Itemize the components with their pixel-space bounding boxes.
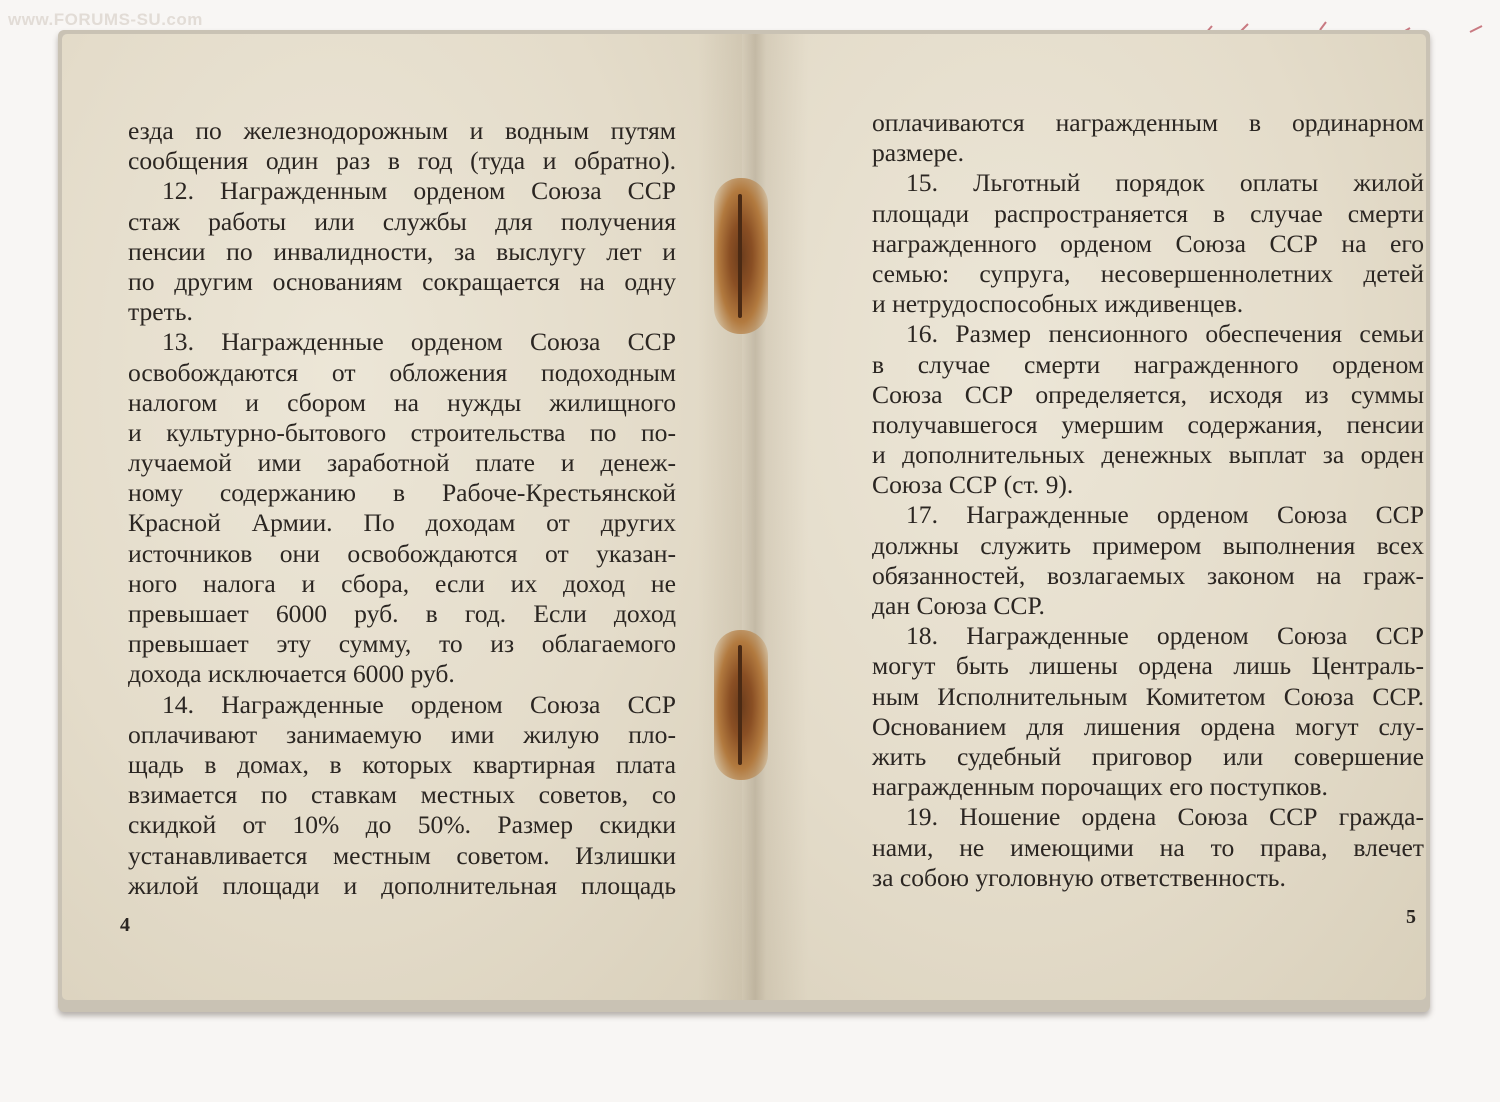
left-page [62,34,742,1000]
text-line: 18. Награжденные орденом Союза ССР [906,621,1424,651]
text-line: Союза ССР определяется, исходя из суммы [872,379,1424,409]
text-line: Союза ССР (ст. 9). [872,470,1074,500]
text-line: в случае смерти награжденного орденом [872,349,1424,379]
text-line: превышает эту сумму, то из облагаемого [128,629,676,659]
text-line: семью: супруга, несовершеннолетних детей [872,258,1424,288]
right-page-text [872,108,1424,893]
text-line: и культурно-бытового строительства по по- [128,417,676,447]
text-line: езда по железнодорожным и водным путям [128,116,676,145]
text-line: источников они освобождаются от указан- [128,538,676,568]
text-line: получавшегося умершим содержания, пенсии [872,409,1424,439]
rusty-staple-bottom [714,630,768,780]
text-line: по другим основаниям сокращается на одну [128,266,676,296]
text-line: щадь в домах, в которых квартирная плата [128,749,676,779]
text-line: жилой площади и дополнительная площадь [128,870,676,900]
text-line: лучаемой ими заработной плате и денеж- [128,448,676,478]
text-line: освобождаются от обложения подоходным [128,357,676,387]
text-line: превышает 6000 руб. в год. Если доход [128,599,676,628]
text-line: обязанностей, возлагаемых законом на граж- [872,560,1424,590]
text-line: площади распространяется в случае смерти [872,198,1424,228]
page-number-right: 5 [1406,906,1416,928]
text-line: налогом и сбором на нужды жилищного [128,387,676,417]
text-line: взимается по ставкам местных советов, со [128,780,676,810]
text-line: Основанием для лишения ордена могут слу- [872,711,1424,741]
text-line: 17. Награжденные орденом Союза ССР [906,500,1424,530]
left-page-text [128,116,676,901]
booklet [58,30,1430,1012]
text-line: стаж работы или службы для получения [128,206,676,236]
text-line: оплачивают занимаемую ими жилую пло- [128,719,676,749]
text-line: 15. Льготный порядок оплаты жилой [906,168,1424,198]
text-line: и дополнительных денежных выплат за орден [872,440,1424,470]
text-line: 12. Награжденным орденом Союза ССР [162,176,676,206]
text-line: могут быть лишены ордена лишь Централь- [872,651,1424,681]
text-line: 19. Ношение ордена Союза ССР гражда- [906,802,1424,832]
text-line: награжденного орденом Союза ССР на его [872,228,1424,258]
watermark: www.FORUMS-SU.com [8,10,203,29]
text-line: ным Исполнительным Комитетом Союза ССР. [872,681,1424,711]
rusty-staple-top [714,178,768,334]
text-line: и нетрудоспособных иждивенцев. [872,289,1244,319]
text-line: за собою уголовную ответственность. [872,862,1286,892]
text-line: 14. Награжденные орденом Союза ССР [162,689,676,719]
text-line: дохода исключается 6000 руб. [128,659,455,689]
text-line: 16. Размер пенсионного обеспечения семьи [906,319,1424,349]
staple-wire [738,645,742,765]
text-line: скидкой от 10% до 50%. Размер скидки [128,810,676,840]
text-line: награжденным порочащих его поступков. [872,772,1328,802]
text-line: нами, не имеющими на то права, влечет [872,832,1424,862]
text-line: устанавливается местным советом. Излишки [128,840,676,870]
text-line: размере. [872,138,965,168]
text-line: 13. Награжденные орденом Союза ССР [162,327,676,357]
right-page [742,34,1426,1000]
text-line: оплачиваются награжденным в ординарном [872,108,1424,137]
text-line: Красной Армии. По доходам от других [128,508,676,538]
text-line: сообщения один раз в год (туда и обратно). [128,146,676,176]
text-line: ному содержанию в Рабоче-Крестьянской [128,478,676,508]
text-line: должны служить примером выполнения всех [872,530,1424,560]
book-spine-gutter [698,34,808,1000]
text-line: жить судебный приговор или совершение [872,741,1424,771]
page-number-left: 4 [120,914,130,936]
text-line: дан Союза ССР. [872,591,1045,620]
text-line: пенсии по инвалидности, за выслугу лет и [128,236,676,266]
text-line: ного налога и сбора, если их доход не [128,568,676,598]
text-line: треть. [128,297,193,327]
staple-wire [738,194,742,319]
